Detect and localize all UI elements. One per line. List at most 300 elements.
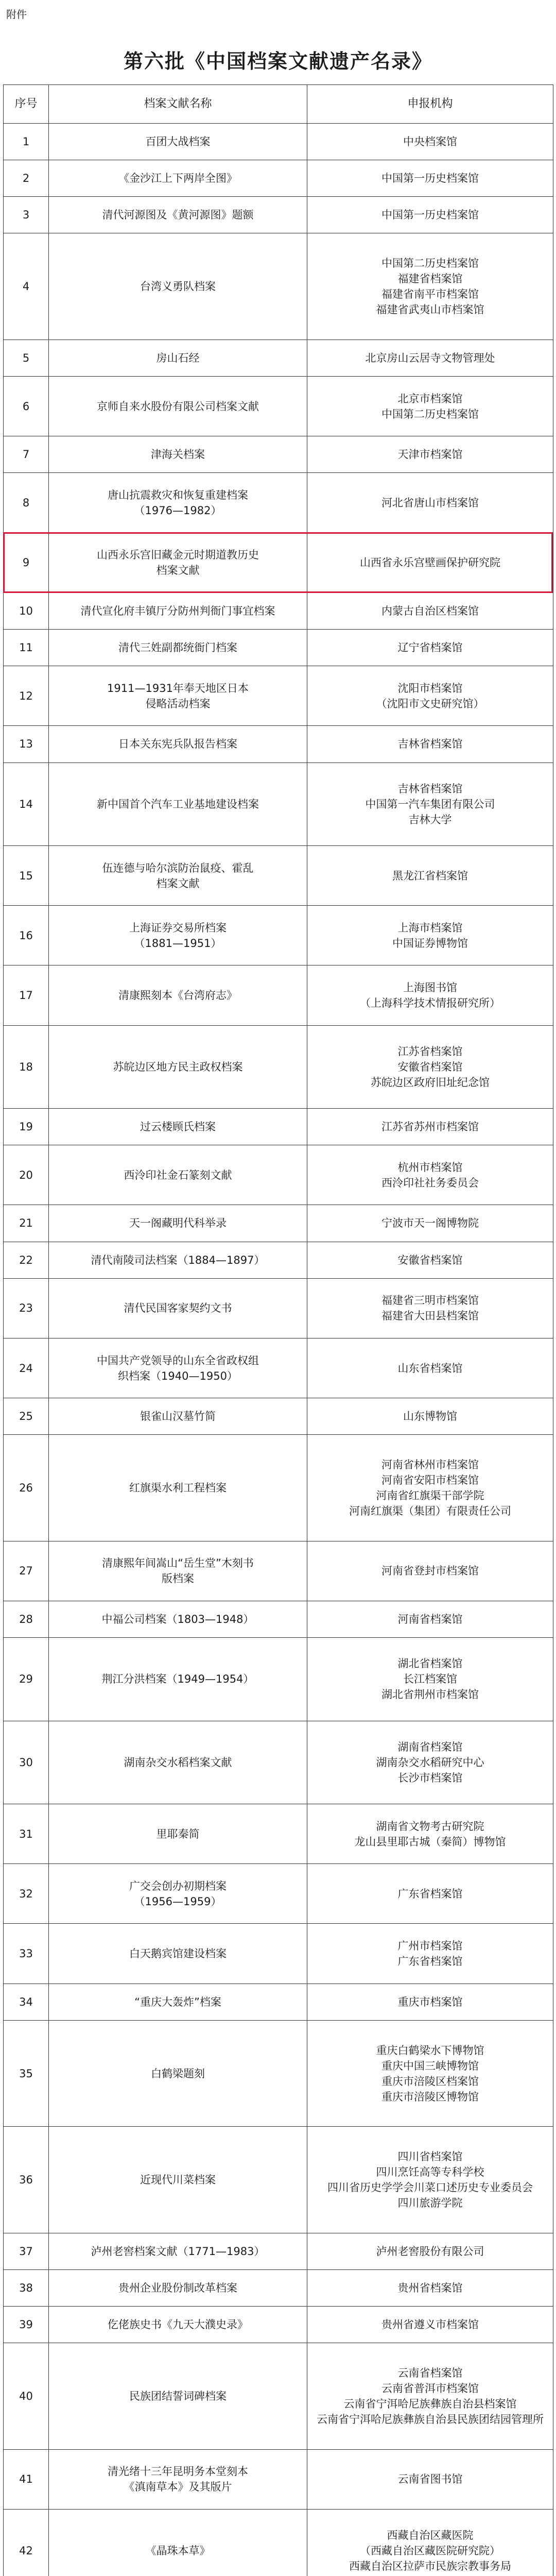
cell-seq: 17 bbox=[4, 965, 49, 1025]
cell-org-line: 贵州省档案馆 bbox=[397, 2281, 463, 2294]
cell-org bbox=[307, 1601, 553, 1638]
cell-name-line: 侵略活动档案 bbox=[145, 697, 211, 710]
table-row bbox=[4, 197, 553, 233]
table-row bbox=[4, 2020, 553, 2127]
cell-org-line: 苏皖边区政府旧址纪念馆 bbox=[371, 1076, 490, 1089]
cell-name-line: 清代宣化府丰镇厅分防州判衙门事宜档案 bbox=[80, 604, 275, 617]
cell-org-line: 重庆市档案馆 bbox=[397, 1995, 463, 2008]
cell-org-line: 河南省登封市档案馆 bbox=[381, 1565, 479, 1578]
cell-seq: 37 bbox=[4, 2233, 49, 2269]
cell-seq: 32 bbox=[4, 1864, 49, 1924]
table-row bbox=[4, 160, 553, 197]
cell-org-line: 河南省林州市档案馆 bbox=[381, 1459, 479, 1471]
cell-name-line: （1881—1951） bbox=[134, 937, 222, 950]
cell-name bbox=[49, 906, 307, 965]
cell-org-line: 河南省档案馆 bbox=[397, 1613, 463, 1626]
cell-org bbox=[307, 473, 553, 533]
table-row bbox=[4, 1338, 553, 1398]
cell-org-line: 福建省南平市档案馆 bbox=[381, 288, 479, 301]
cell-org-line: 泸州老窖股份有限公司 bbox=[376, 2245, 484, 2258]
cell-name-line: 山西永乐宫旧藏金元时期道教历史 bbox=[97, 549, 259, 562]
table-row bbox=[4, 2343, 553, 2450]
cell-org-line: 湖南省文物考古研究院 bbox=[376, 1820, 484, 1833]
cell-name bbox=[49, 762, 307, 845]
cell-name bbox=[49, 2343, 307, 2450]
cell-name bbox=[49, 1435, 307, 1541]
cell-org bbox=[307, 1541, 553, 1601]
cell-org-line: 北京房山云居寺文物管理处 bbox=[365, 351, 495, 364]
cell-seq: 10 bbox=[4, 592, 49, 629]
cell-org-line: 山东省档案馆 bbox=[397, 1362, 463, 1375]
cell-org-line: 山西省永乐宫壁画保护研究院 bbox=[360, 556, 500, 569]
cell-org-line: 云南省宁洱哈尼族彝族自治县档案馆 bbox=[343, 2397, 517, 2410]
cell-seq: 35 bbox=[4, 2020, 49, 2127]
cell-seq: 19 bbox=[4, 1109, 49, 1145]
cell-name bbox=[49, 377, 307, 436]
cell-org bbox=[307, 1242, 553, 1278]
cell-org-line: 湖南杂交水稻研究中心 bbox=[376, 1756, 484, 1769]
cell-seq: 28 bbox=[4, 1601, 49, 1638]
cell-org bbox=[307, 1338, 553, 1398]
table-row bbox=[4, 1601, 553, 1638]
cell-org-line: 福建省档案馆 bbox=[397, 273, 463, 285]
cell-name bbox=[49, 2509, 307, 2576]
cell-seq: 1 bbox=[4, 124, 49, 160]
cell-name-line: 清代南陵司法档案（1884—1897） bbox=[91, 1253, 265, 1266]
cell-name bbox=[49, 1601, 307, 1638]
cell-name-line: 泸州老窖档案文献（1771—1983） bbox=[91, 2245, 265, 2258]
cell-org bbox=[307, 233, 553, 340]
table-row bbox=[4, 906, 553, 965]
cell-org-line: 内蒙古自治区档案馆 bbox=[381, 604, 479, 617]
cell-seq: 6 bbox=[4, 377, 49, 436]
cell-org bbox=[307, 1435, 553, 1541]
cell-name-line: 民族团结誓词碑档案 bbox=[129, 2389, 227, 2402]
cell-name-line: 清代三姓副都统衙门档案 bbox=[118, 641, 237, 654]
cell-org-line: 中国第二历史档案馆 bbox=[381, 408, 479, 420]
cell-org bbox=[307, 124, 553, 160]
cell-name-line: 天一阁藏明代科举录 bbox=[129, 1217, 227, 1230]
cell-org-line: 云南省普洱市档案馆 bbox=[381, 2382, 479, 2395]
cell-org bbox=[307, 1924, 553, 1984]
cell-name-line: 房山石经 bbox=[156, 351, 200, 364]
cell-org-line: 杭州市档案馆 bbox=[397, 1161, 463, 1174]
heritage-list-table bbox=[3, 84, 553, 2576]
cell-name bbox=[49, 1864, 307, 1924]
cell-org-line: 中国证券博物馆 bbox=[392, 937, 468, 950]
cell-org-line: 西藏自治区藏医院 bbox=[387, 2529, 474, 2542]
cell-name bbox=[49, 473, 307, 533]
cell-org bbox=[307, 2269, 553, 2306]
table-row bbox=[4, 436, 553, 473]
cell-name bbox=[49, 436, 307, 473]
header-seq: 序号 bbox=[4, 85, 49, 124]
cell-seq: 8 bbox=[4, 473, 49, 533]
cell-seq: 40 bbox=[4, 2343, 49, 2450]
cell-seq: 39 bbox=[4, 2307, 49, 2343]
cell-name bbox=[49, 1338, 307, 1398]
cell-name bbox=[49, 666, 307, 726]
table-row bbox=[4, 1804, 553, 1863]
cell-org-line: 长江档案馆 bbox=[403, 1673, 457, 1686]
cell-org-line: 重庆市涪陵区博物馆 bbox=[381, 2090, 479, 2103]
cell-name-line: 版档案 bbox=[162, 1572, 194, 1585]
cell-org-line: 福建省大田县档案馆 bbox=[381, 1310, 479, 1323]
cell-org bbox=[307, 1145, 553, 1205]
cell-name-line: 西泠印社金石篆刻文献 bbox=[124, 1168, 232, 1181]
cell-name bbox=[49, 2307, 307, 2343]
cell-name bbox=[49, 533, 307, 592]
cell-name bbox=[49, 2269, 307, 2306]
cell-org-line: 四川省档案馆 bbox=[397, 2150, 463, 2163]
table-row bbox=[4, 845, 553, 905]
cell-org bbox=[307, 1278, 553, 1338]
cell-seq: 13 bbox=[4, 726, 49, 762]
cell-name bbox=[49, 197, 307, 233]
cell-name-line: 唐山抗震救灾和恢复重建档案 bbox=[108, 489, 248, 501]
cell-name-line: 荆江分洪档案（1949—1954） bbox=[101, 1673, 254, 1686]
cell-name-line: 1911—1931年奉天地区日本 bbox=[107, 682, 249, 694]
cell-org bbox=[307, 666, 553, 726]
cell-name-line: 百团大战档案 bbox=[145, 135, 211, 148]
table-row bbox=[4, 1145, 553, 1205]
cell-seq: 2 bbox=[4, 160, 49, 197]
cell-name-line: （1956—1959） bbox=[134, 1895, 222, 1908]
cell-name-line: 贵州企业股份制改革档案 bbox=[118, 2281, 237, 2294]
table-row bbox=[4, 233, 553, 340]
cell-org-line: 广东省档案馆 bbox=[397, 1887, 463, 1900]
cell-org bbox=[307, 2233, 553, 2269]
cell-org bbox=[307, 2020, 553, 2127]
cell-org-line: 湖南省档案馆 bbox=[397, 1740, 463, 1753]
cell-name bbox=[49, 1924, 307, 1984]
table-header-row bbox=[4, 85, 553, 124]
cell-name-line: 白天鹅宾馆建设档案 bbox=[129, 1947, 227, 1960]
table-row bbox=[4, 124, 553, 160]
table-row bbox=[4, 726, 553, 762]
cell-name-line: 京师自来水股份有限公司档案文献 bbox=[97, 400, 259, 413]
cell-name-line: “重庆大轰炸”档案 bbox=[134, 1995, 221, 2008]
cell-name-line: 织档案（1940—1950） bbox=[118, 1369, 238, 1382]
table-row bbox=[4, 1278, 553, 1338]
cell-org-line: （沈阳市文史研究馆） bbox=[376, 697, 484, 710]
cell-org bbox=[307, 1398, 553, 1435]
cell-org bbox=[307, 1638, 553, 1721]
cell-name-line: 《金沙江上下两岸全图》 bbox=[118, 172, 237, 185]
table-row bbox=[4, 965, 553, 1025]
table-row bbox=[4, 1205, 553, 1242]
table-row bbox=[4, 1984, 553, 2020]
table-row bbox=[4, 1242, 553, 1278]
cell-org-line: 安徽省档案馆 bbox=[397, 1060, 463, 1073]
cell-name-line: 清代河源图及《黄河源图》题额 bbox=[102, 209, 254, 222]
cell-name-line: 《滇南草本》及其版片 bbox=[124, 2481, 232, 2494]
cell-org-line: 北京市档案馆 bbox=[397, 392, 463, 405]
cell-org-line: 河南省安阳市档案馆 bbox=[381, 1474, 479, 1486]
cell-seq: 3 bbox=[4, 197, 49, 233]
table-row bbox=[4, 2509, 553, 2576]
cell-name-line: 中国共产党领导的山东全省政权组 bbox=[97, 1354, 259, 1367]
cell-seq: 25 bbox=[4, 1398, 49, 1435]
cell-org-line: 上海市档案馆 bbox=[397, 921, 463, 934]
table-row bbox=[4, 1025, 553, 1108]
cell-org-line: 宁波市天一阁博物院 bbox=[381, 1217, 479, 1230]
table-body bbox=[4, 124, 553, 2576]
cell-org-line: 广州市档案馆 bbox=[397, 1940, 463, 1952]
cell-org bbox=[307, 2307, 553, 2343]
cell-org-line: 云南省档案馆 bbox=[397, 2366, 463, 2379]
cell-org-line: 西藏自治区拉萨市民族宗教事务局 bbox=[349, 2560, 511, 2573]
cell-name bbox=[49, 1109, 307, 1145]
table-row bbox=[4, 2269, 553, 2306]
header-name: 档案文献名称 bbox=[49, 85, 307, 124]
cell-org bbox=[307, 2449, 553, 2509]
cell-name bbox=[49, 160, 307, 197]
cell-name-line: 上海证券交易所档案 bbox=[129, 921, 227, 934]
header-org: 申报机构 bbox=[307, 85, 553, 124]
cell-org-line: 重庆中国三峡博物馆 bbox=[381, 2059, 479, 2072]
table-row bbox=[4, 2127, 553, 2233]
cell-org-line: （上海科学技术情报研究所） bbox=[360, 997, 500, 1009]
cell-org bbox=[307, 2127, 553, 2233]
cell-name bbox=[49, 1205, 307, 1242]
cell-seq: 18 bbox=[4, 1025, 49, 1108]
table-row bbox=[4, 1924, 553, 1984]
cell-seq: 36 bbox=[4, 2127, 49, 2233]
cell-org-line: 辽宁省档案馆 bbox=[397, 641, 463, 654]
cell-seq: 42 bbox=[4, 2509, 49, 2576]
cell-seq: 26 bbox=[4, 1435, 49, 1541]
cell-name-line: 清康熙年间嵩山“岳生堂”木刻书 bbox=[102, 1557, 254, 1570]
cell-name-line: （1976—1982） bbox=[134, 504, 222, 517]
cell-name bbox=[49, 2449, 307, 2509]
cell-org bbox=[307, 197, 553, 233]
cell-name bbox=[49, 233, 307, 340]
cell-org-line: 吉林大学 bbox=[408, 813, 452, 826]
cell-name-line: 台湾义勇队档案 bbox=[140, 280, 216, 293]
table-row bbox=[4, 533, 553, 592]
cell-name-line: 仡佬族史书《九天大濮史录》 bbox=[108, 2318, 248, 2331]
cell-org-line: 贵州省遵义市档案馆 bbox=[381, 2318, 479, 2331]
cell-name-line: 津海关档案 bbox=[151, 448, 205, 461]
cell-org bbox=[307, 2343, 553, 2450]
cell-org-line: 重庆市涪陵区档案馆 bbox=[381, 2075, 479, 2088]
cell-org-line: 西泠印社社务委员会 bbox=[381, 1176, 479, 1189]
cell-name bbox=[49, 1398, 307, 1435]
cell-org-line: 湖北省档案馆 bbox=[397, 1657, 463, 1670]
cell-org bbox=[307, 762, 553, 845]
cell-name-line: 红旗渠水利工程档案 bbox=[129, 1482, 227, 1494]
cell-name-line: 清光绪十三年昆明务本堂刻本 bbox=[108, 2465, 248, 2478]
cell-org bbox=[307, 533, 553, 592]
page-title: 第六批《中国档案文献遗产名录》 bbox=[123, 49, 432, 73]
table-row bbox=[4, 592, 553, 629]
cell-org-line: 云南省宁洱哈尼族彝族自治县民族团结园管理所 bbox=[317, 2413, 544, 2426]
cell-org bbox=[307, 630, 553, 666]
cell-seq: 24 bbox=[4, 1338, 49, 1398]
cell-org-line: 河南省红旗渠干部学院 bbox=[376, 1489, 484, 1502]
cell-org-line: 湖北省荆州市档案馆 bbox=[381, 1688, 479, 1701]
cell-org bbox=[307, 340, 553, 376]
cell-seq: 27 bbox=[4, 1541, 49, 1601]
cell-seq: 41 bbox=[4, 2449, 49, 2509]
cell-org bbox=[307, 592, 553, 629]
cell-org-line: 中国第一历史档案馆 bbox=[381, 209, 479, 222]
cell-name bbox=[49, 1721, 307, 1804]
cell-name bbox=[49, 965, 307, 1025]
cell-org-line: 龙山县里耶古城（秦简）博物馆 bbox=[354, 1835, 506, 1848]
cell-org-line: 天津市档案馆 bbox=[397, 448, 463, 461]
cell-name-line: 中福公司档案（1803—1948） bbox=[101, 1613, 254, 1626]
cell-name-line: 《晶珠本草》 bbox=[145, 2545, 211, 2557]
cell-seq: 14 bbox=[4, 762, 49, 845]
cell-seq: 29 bbox=[4, 1638, 49, 1721]
cell-name bbox=[49, 1278, 307, 1338]
cell-seq: 21 bbox=[4, 1205, 49, 1242]
cell-org-line: 山东博物馆 bbox=[403, 1410, 457, 1423]
cell-org bbox=[307, 726, 553, 762]
cell-org-line: 重庆白鹤梁水下博物馆 bbox=[376, 2044, 484, 2057]
cell-org bbox=[307, 1721, 553, 1804]
cell-seq: 15 bbox=[4, 845, 49, 905]
cell-seq: 20 bbox=[4, 1145, 49, 1205]
attachment-label: 附件 bbox=[6, 8, 27, 21]
cell-org-line: 沈阳市档案馆 bbox=[397, 682, 463, 694]
table-row bbox=[4, 2233, 553, 2269]
cell-seq: 30 bbox=[4, 1721, 49, 1804]
cell-org-line: 吉林省档案馆 bbox=[397, 782, 463, 795]
cell-seq: 38 bbox=[4, 2269, 49, 2306]
cell-name bbox=[49, 1145, 307, 1205]
cell-name bbox=[49, 1638, 307, 1721]
cell-org-line: 上海图书馆 bbox=[403, 981, 457, 994]
table-row bbox=[4, 2307, 553, 2343]
cell-name-line: 白鹤梁题刻 bbox=[151, 2067, 205, 2080]
cell-org bbox=[307, 965, 553, 1025]
cell-name-line: 湖南杂交水稻档案文献 bbox=[124, 1756, 232, 1769]
cell-org bbox=[307, 1109, 553, 1145]
cell-org-line: 福建省三明市档案馆 bbox=[381, 1294, 479, 1307]
cell-name bbox=[49, 592, 307, 629]
cell-seq: 34 bbox=[4, 1984, 49, 2020]
cell-org bbox=[307, 2509, 553, 2576]
cell-org-line: 吉林省档案馆 bbox=[397, 738, 463, 751]
cell-seq: 11 bbox=[4, 630, 49, 666]
cell-org-line: 河南红旗渠（集团）有限责任公司 bbox=[349, 1505, 511, 1517]
cell-org-line: 中国第二历史档案馆 bbox=[381, 257, 479, 270]
table-row bbox=[4, 1541, 553, 1601]
cell-org-line: 长沙市档案馆 bbox=[397, 1771, 463, 1784]
cell-org-line: 河北省唐山市档案馆 bbox=[381, 497, 479, 509]
cell-seq: 5 bbox=[4, 340, 49, 376]
cell-name-line: 档案文献 bbox=[156, 877, 200, 890]
cell-name-line: 档案文献 bbox=[156, 564, 200, 577]
cell-org bbox=[307, 377, 553, 436]
cell-org-line: 广东省档案馆 bbox=[397, 1955, 463, 1968]
cell-name bbox=[49, 2020, 307, 2127]
table-row bbox=[4, 630, 553, 666]
cell-name bbox=[49, 726, 307, 762]
cell-name-line: 过云楼顾氏档案 bbox=[140, 1121, 216, 1133]
cell-org-line: 四川烹饪高等专科学校 bbox=[376, 2166, 484, 2178]
cell-org bbox=[307, 845, 553, 905]
table-row bbox=[4, 1721, 553, 1804]
cell-org-line: （西藏自治区藏医院研究院） bbox=[360, 2545, 500, 2557]
cell-name bbox=[49, 1984, 307, 2020]
cell-name-line: 近现代川菜档案 bbox=[140, 2174, 216, 2186]
table-row bbox=[4, 1638, 553, 1721]
cell-name-line: 苏皖边区地方民主政权档案 bbox=[113, 1060, 243, 1073]
cell-name-line: 银雀山汉墓竹简 bbox=[140, 1410, 216, 1423]
cell-name-line: 伍连德与哈尔滨防治鼠疫、霍乱 bbox=[102, 861, 254, 874]
cell-org-line: 云南省图书馆 bbox=[397, 2473, 463, 2486]
cell-seq: 31 bbox=[4, 1804, 49, 1863]
table-row bbox=[4, 340, 553, 376]
cell-name bbox=[49, 124, 307, 160]
cell-name bbox=[49, 845, 307, 905]
cell-org bbox=[307, 1804, 553, 1863]
cell-org-line: 四川省历史学学会川菜口述历史专业委员会 bbox=[327, 2181, 533, 2194]
cell-name bbox=[49, 1025, 307, 1108]
cell-org bbox=[307, 906, 553, 965]
cell-seq: 12 bbox=[4, 666, 49, 726]
cell-org-line: 中国第一汽车集团有限公司 bbox=[365, 798, 495, 810]
cell-org-line: 江苏省档案馆 bbox=[397, 1045, 463, 1058]
table-row bbox=[4, 1435, 553, 1541]
cell-org-line: 江苏省苏州市档案馆 bbox=[381, 1121, 479, 1133]
cell-name bbox=[49, 2127, 307, 2233]
cell-name bbox=[49, 630, 307, 666]
cell-seq: 16 bbox=[4, 906, 49, 965]
table-row bbox=[4, 1109, 553, 1145]
cell-seq: 23 bbox=[4, 1278, 49, 1338]
cell-org-line: 福建省武夷山市档案馆 bbox=[376, 303, 484, 316]
table-row bbox=[4, 762, 553, 845]
cell-name bbox=[49, 1541, 307, 1601]
cell-org-line: 四川旅游学院 bbox=[397, 2197, 463, 2209]
table-row bbox=[4, 377, 553, 436]
table-row bbox=[4, 473, 553, 533]
cell-seq: 7 bbox=[4, 436, 49, 473]
cell-seq: 22 bbox=[4, 1242, 49, 1278]
cell-name bbox=[49, 340, 307, 376]
cell-name-line: 清代民国客家契约文书 bbox=[124, 1302, 232, 1315]
cell-name bbox=[49, 1242, 307, 1278]
cell-name-line: 日本关东宪兵队报告档案 bbox=[118, 738, 237, 751]
cell-name-line: 清康熙刻本《台湾府志》 bbox=[118, 989, 237, 1002]
cell-org-line: 安徽省档案馆 bbox=[397, 1253, 463, 1266]
cell-org bbox=[307, 1984, 553, 2020]
table-row bbox=[4, 666, 553, 726]
table-row bbox=[4, 1864, 553, 1924]
table-row bbox=[4, 2449, 553, 2509]
cell-org-line: 中国第一历史档案馆 bbox=[381, 172, 479, 185]
cell-seq: 4 bbox=[4, 233, 49, 340]
cell-seq: 9 bbox=[4, 533, 49, 592]
cell-org bbox=[307, 1025, 553, 1108]
cell-org bbox=[307, 1205, 553, 1242]
cell-org bbox=[307, 436, 553, 473]
cell-name-line: 广交会创办初期档案 bbox=[129, 1879, 227, 1892]
table-row bbox=[4, 1398, 553, 1435]
cell-name bbox=[49, 2233, 307, 2269]
cell-name-line: 新中国首个汽车工业基地建设档案 bbox=[97, 798, 259, 810]
cell-seq: 33 bbox=[4, 1924, 49, 1984]
cell-org bbox=[307, 1864, 553, 1924]
cell-org-line: 黑龙江省档案馆 bbox=[392, 869, 468, 882]
cell-org bbox=[307, 160, 553, 197]
cell-name bbox=[49, 1804, 307, 1863]
